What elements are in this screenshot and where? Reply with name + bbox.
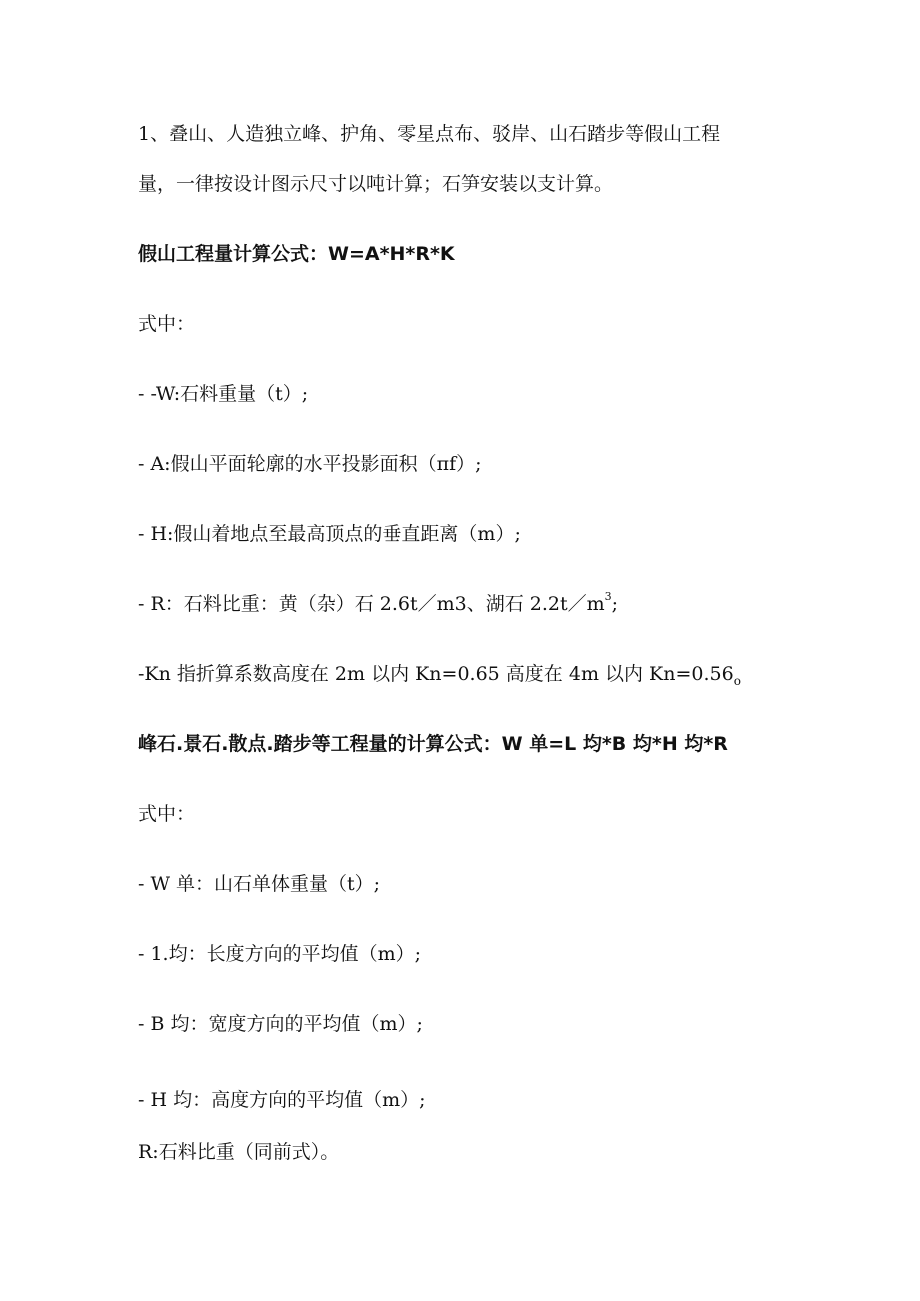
definition-r-same: R:石料比重（同前式）。 [138, 1141, 340, 1163]
paragraph-line-1: 1、叠山、人造独立峰、护角、零星点布、驳岸、山石踏步等假山工程 [138, 123, 721, 145]
definition-r-end: ; [611, 593, 619, 615]
definition-l-avg: - 1.均：长度方向的平均值（m）; [138, 943, 422, 965]
definition-w-single: - W 单：山石单体重量（t）; [138, 873, 381, 895]
definition-h-avg: - H 均：高度方向的平均值（m）; [138, 1089, 426, 1111]
definition-k [138, 662, 741, 688]
definition-r-superscript: 3 [604, 590, 612, 603]
where-label-1: 式中： [138, 313, 196, 335]
definition-r-text: - R：石料比重：黄（杂）石 2.6t／m3、湖石 2.2t／m [138, 593, 605, 615]
formula-heading-2: 峰石.景石.散点.踏步等工程量的计算公式：W 单=L 均*B 均*H 均*R [138, 733, 728, 755]
definition-a: - A:假山平面轮廓的水平投影面积（πf）; [138, 453, 482, 475]
formula-heading-1: 假山工程量计算公式：W=A*H*R*K [138, 243, 455, 265]
definition-w: - -W:石料重量（t）; [138, 383, 309, 405]
definition-k-subscript: o [733, 674, 741, 688]
definition-b-avg: - B 均：宽度方向的平均值（m）; [138, 1013, 423, 1035]
paragraph-line-2: 量，一律按设计图示尺寸以吨计算；石笋安装以支计算。 [138, 173, 614, 195]
definition-h: - H:假山着地点至最高顶点的垂直距离（m）; [138, 523, 521, 545]
definition-r [138, 592, 618, 616]
definition-k-text: -Kn 指折算系数高度在 2m 以内 Kn=0.65 高度在 4m 以内 Kn=0.56 [138, 663, 734, 685]
where-label-2: 式中： [138, 803, 196, 825]
